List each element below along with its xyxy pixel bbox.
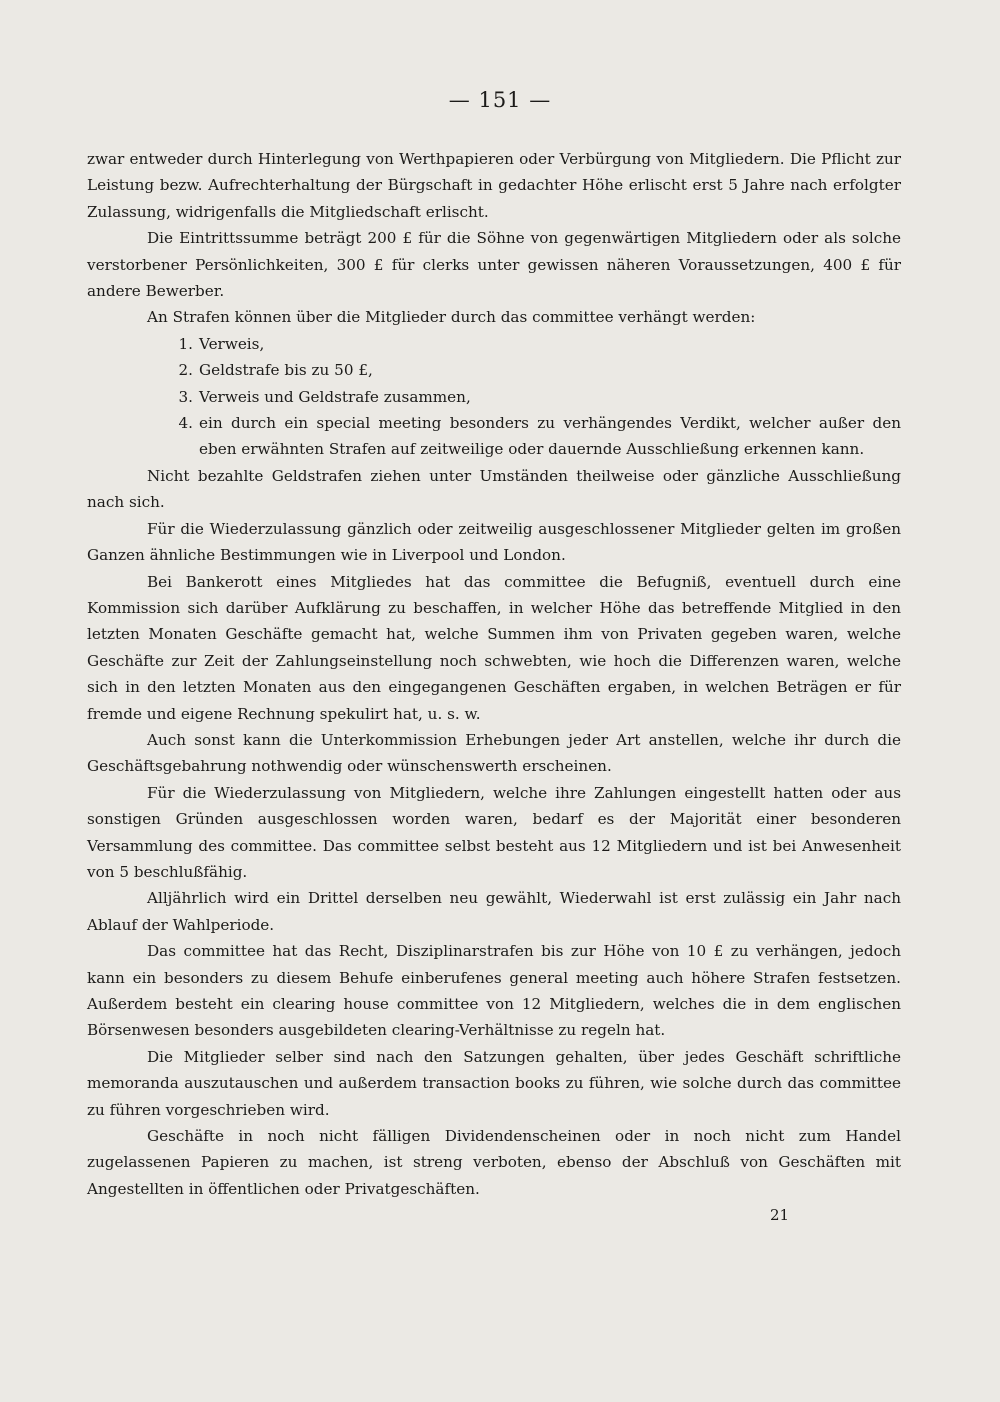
list-item — [87, 410, 901, 463]
list-item-number: 2. — [178, 361, 193, 380]
paragraph: Geschäfte in noch nicht fälligen Dividendenscheinen oder in noch nicht zum Handel zugelassenen Papieren zu machen, ist streng verboten, ebenso der Abschluß von Geschäften mit Angestellten in öffentlichen oder Privatgeschäften. — [87, 1127, 901, 1198]
paragraph: zwar entweder durch Hinterlegung von Werthpapieren oder Verbürgung von Mitgliedern. Die Pflicht zur Leistung bezw. Aufrechterhaltung der Bürgschaft in gedachter Höhe erlischt erst 5 Jahre nach erfolgter Zulassung, widrigenfalls die Mitgliedschaft erlischt. — [87, 150, 901, 221]
paragraph: Für die Wiederzulassung gänzlich oder zeitweilig ausgeschlossener Mitglieder gelten im großen Ganzen ähnliche Bestimmungen wie in Liverpool und London. — [87, 519, 901, 565]
paragraph: Bei Bankerott eines Mitgliedes hat das committee die Befugniß, eventuell durch eine Kommission sich darüber Aufklärung zu beschaffen, in welcher Höhe das betreffende Mitglied in den letzten Monaten Geschäfte gemacht hat, welche Summen ihm von Privaten gegeben waren, welche Geschäfte zur Zeit der Zahlungseinstellung noch schwebten, wie hoch die Differenzen waren, welche sich in den letzten Monaten aus den eingegangenen Geschäften ergaben, in welchen Beträgen er für fremde und eigene Rechnung spekulirt hat, u. s. w. — [87, 572, 901, 723]
paragraph: Auch sonst kann die Unterkommission Erhebungen jeder Art anstellen, welche ihr durch die Geschäftsgebahrung nothwendig oder wünschenswerth erscheinen. — [87, 730, 901, 776]
paragraph: Das committee hat das Recht, Disziplinarstrafen bis zur Höhe von 10 £ zu verhängen, jedoch kann ein besonders zu diesem Behufe einberufenes general meeting auch höhere Strafen festsetzen. Außerdem besteht ein clearing house committee von 12 Mitgliedern, welches die in dem englischen Börsenwesen besonders ausgebildeten clearing-Verhältnisse zu regeln hat. — [87, 942, 901, 1040]
list-item-number: 4. — [178, 414, 193, 433]
paragraph: Für die Wiederzulassung von Mitgliedern, welche ihre Zahlungen eingestellt hatten oder aus sonstigen Gründen ausgeschlossen worden waren, bedarf es der Majorität einer besonderen Versammlung des committee. Das committee selbst besteht aus 12 Mitgliedern und ist bei Anwesenheit von 5 beschlußfähig. — [87, 783, 901, 881]
paragraph: An Strafen können über die Mitglieder durch das committee verhängt werden: — [147, 308, 756, 327]
list-item-number: 3. — [178, 387, 193, 406]
list-item-text: ein durch ein special meeting besonders zu verhängendes Verdikt, welcher außer den eben erwähnten Strafen auf zeitweilige oder dauernde Ausschließung erkennen kann. — [199, 414, 901, 459]
list-item-text: Verweis, — [199, 334, 265, 353]
list-item — [87, 331, 901, 357]
list-item — [87, 384, 901, 410]
paragraph: Die Eintrittssumme beträgt 200 £ für die Söhne von gegenwärtigen Mitgliedern oder als solche verstorbener Persönlichkeiten, 300 £ für clerks unter gewissen näheren Voraussetzungen, 400 £ für andere Bewerber. — [87, 229, 901, 301]
list-item-text: Geldstrafe bis zu 50 £, — [199, 361, 373, 380]
list-item-number: 1. — [178, 334, 193, 353]
list-item-text: Verweis und Geldstrafe zusammen, — [199, 387, 471, 406]
paragraph: Nicht bezahlte Geldstrafen ziehen unter Umständen theilweise oder gänzliche Ausschließung nach sich. — [87, 466, 901, 512]
list-item — [87, 357, 901, 383]
page-number: — 151 — — [448, 88, 552, 112]
paragraph: Die Mitglieder selber sind nach den Satzungen gehalten, über jedes Geschäft schriftliche memoranda auszutauschen und außerdem transaction books zu führen, wie solche durch das committee zu führen vorgeschrieben wird. — [87, 1047, 901, 1119]
body-text — [87, 146, 901, 1202]
signature-mark: 21 — [770, 1206, 790, 1224]
paragraph: Alljährlich wird ein Drittel derselben neu gewählt, Wiederwahl ist erst zulässig ein Jahr nach Ablauf der Wahlperiode. — [87, 889, 901, 934]
